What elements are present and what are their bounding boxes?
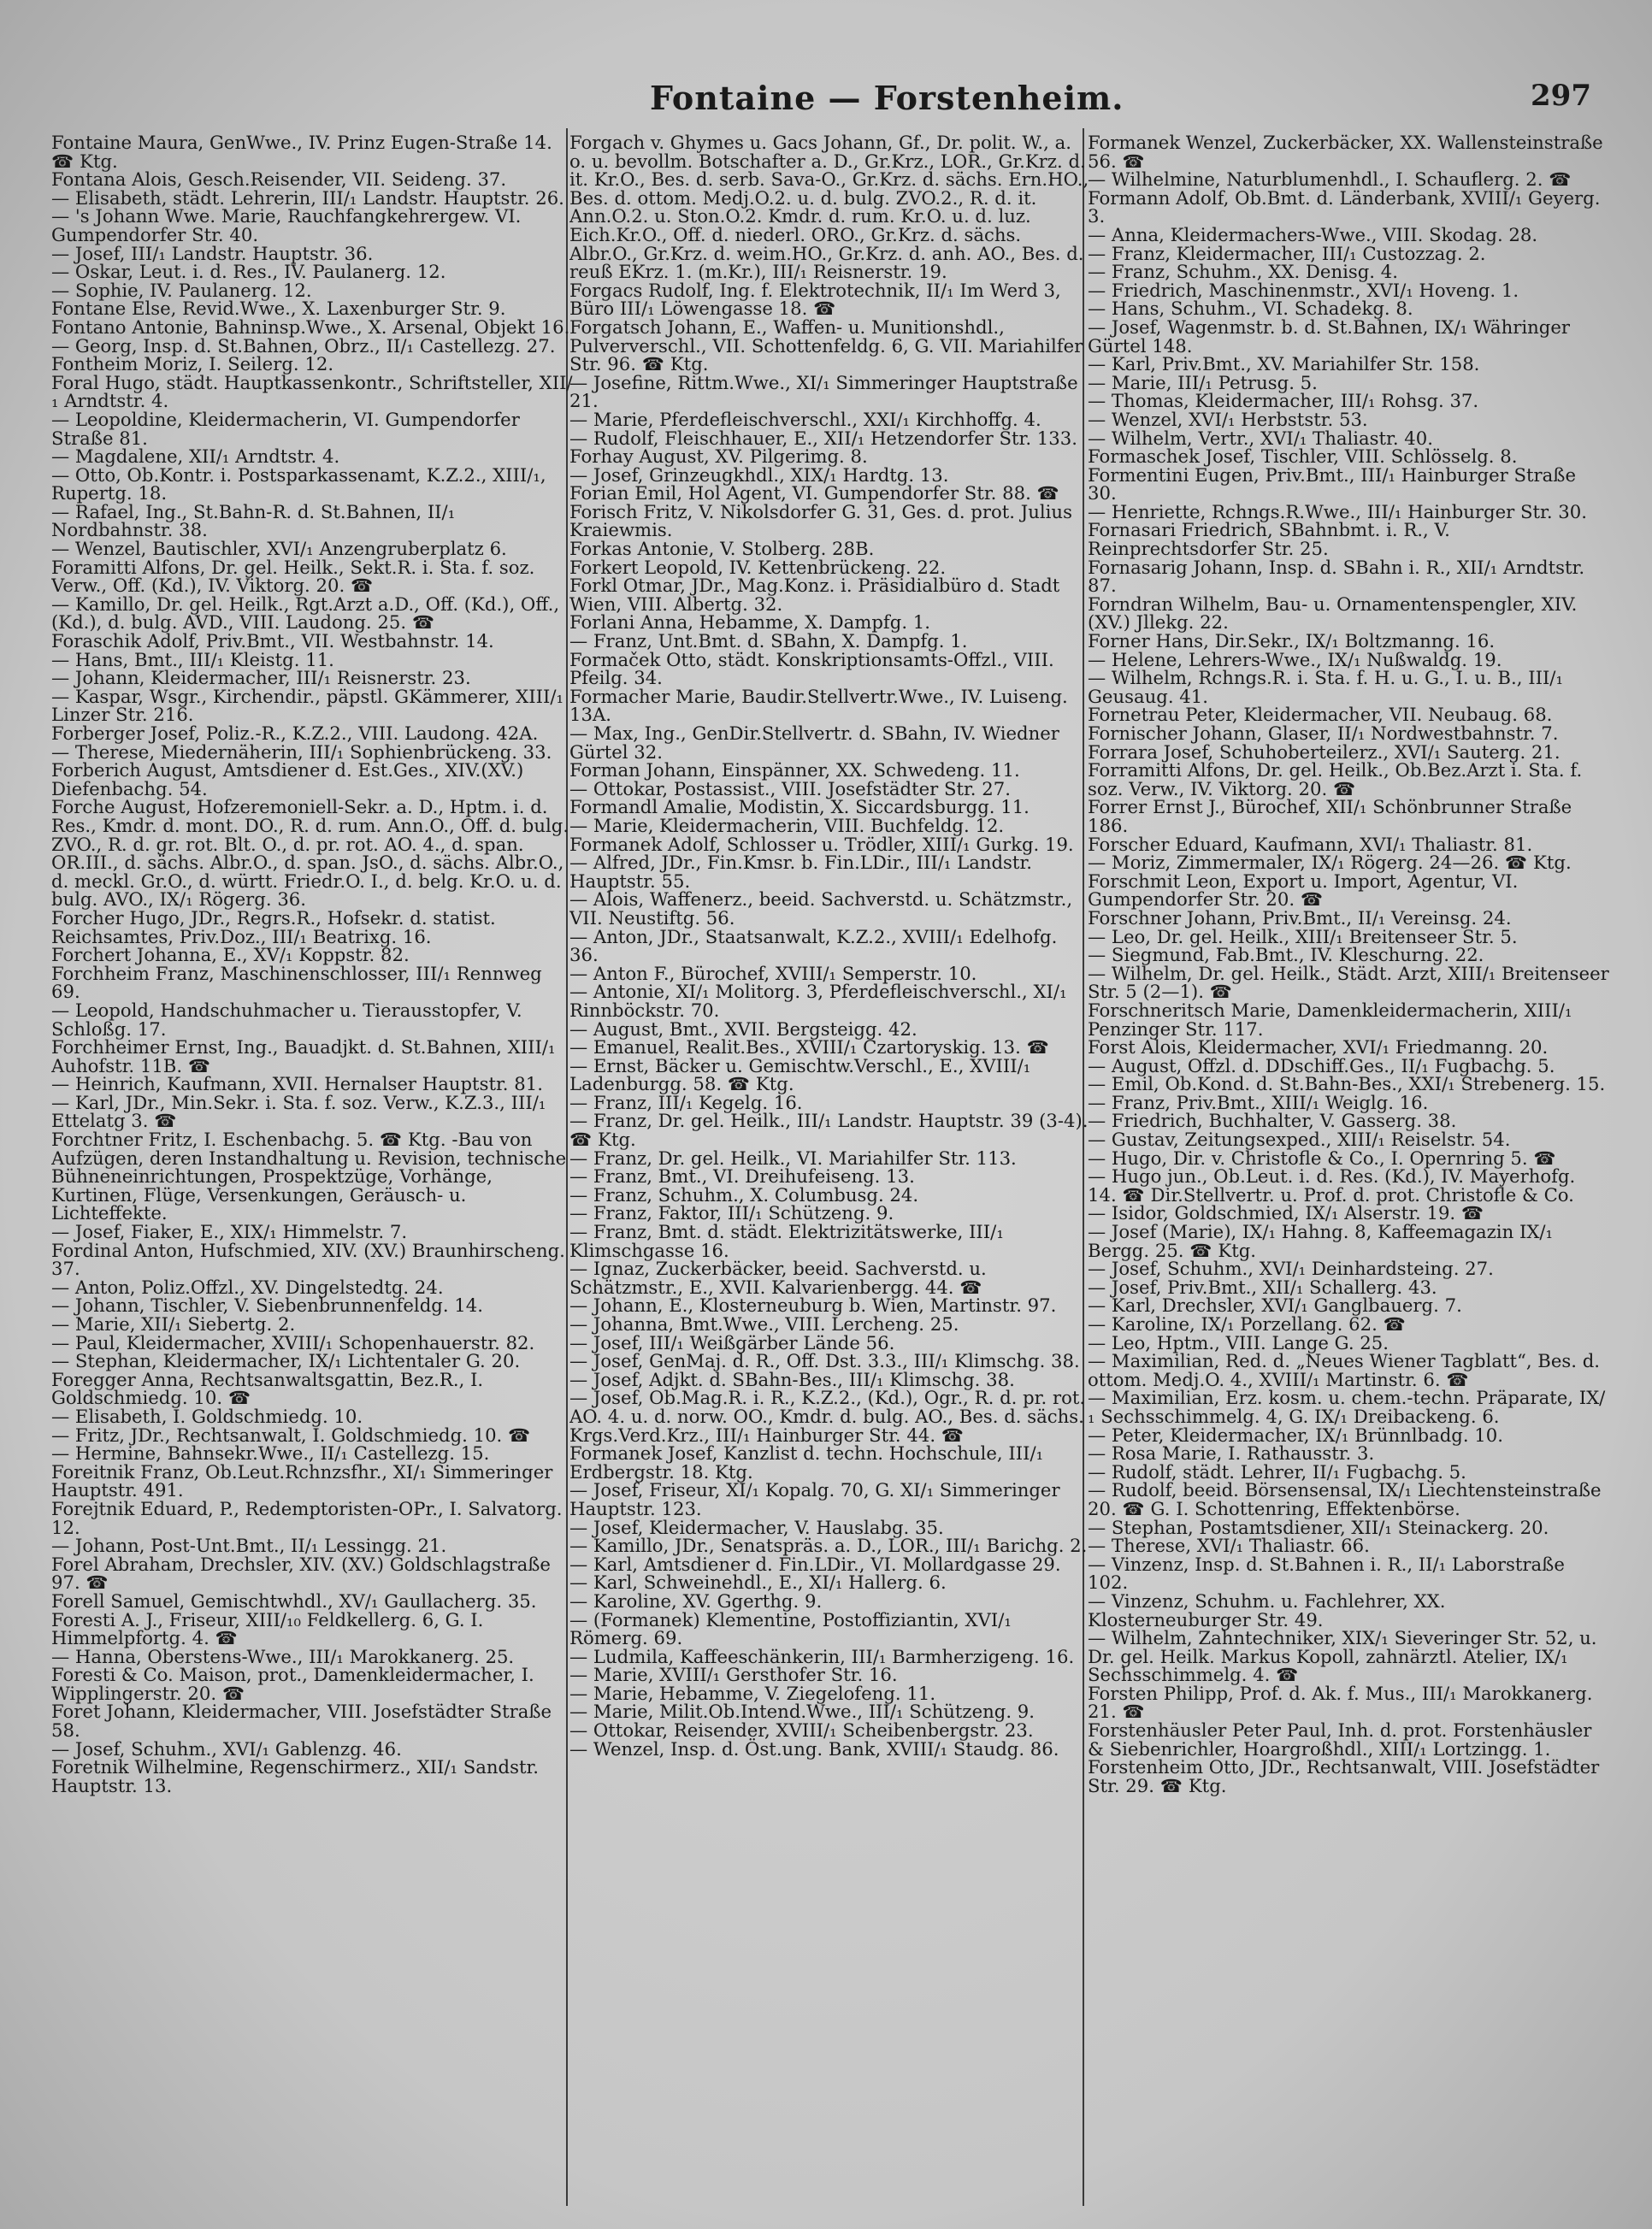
directory-entry: — Anton F., Bürochef, XVIII/₁ Semperstr. 10. xyxy=(569,962,977,984)
directory-entry: — Josefine, Rittm.Wwe., XI/₁ Simmeringer Hauptstraße 21. xyxy=(569,371,1078,412)
directory-entry: — Wenzel, Bautischler, XVI/₁ Anzengruberplatz 6. xyxy=(51,538,507,560)
directory-entry: Fontano Antonie, Bahninsp.Wwe., X. Arsenal, Objekt 16. xyxy=(51,315,570,338)
directory-entry: Forchert Johanna, E., XV/₁ Koppstr. 82. xyxy=(51,944,410,966)
directory-entry: — Alois, Waffenerz., beeid. Sachverstd. u. Schätzmstr., VII. Neustiftg. 56. xyxy=(569,888,1073,929)
directory-entry: Forchheim Franz, Maschinenschlosser, III/₁ Rennweg 69. xyxy=(51,962,542,1003)
directory-entry: — Kaspar, Wsgr., Kirchendir., päpstl. GKämmerer, XIII/₁ Linzer Str. 216. xyxy=(51,685,563,726)
directory-entry: Forejtnik Eduard, P., Redemptoristen-OPr., I. Salvatorg. 12. xyxy=(51,1497,563,1538)
directory-entry: — Anton, Poliz.Offzl., XV. Dingelstedtg. 24. xyxy=(51,1276,444,1298)
directory-entry: Forlani Anna, Hebamme, X. Dampfg. 1. xyxy=(569,611,931,634)
directory-entry: — (Formanek) Klementine, Postoffiziantin, XVI/₁ Römerg. 69. xyxy=(569,1608,1012,1649)
directory-entry: — Karl, Schweinehdl., E., XI/₁ Hallerg. 6. xyxy=(569,1572,947,1594)
directory-entry: — Marie, Kleidermacherin, VIII. Buchfeldg. 12. xyxy=(569,814,1005,836)
directory-entry: — Franz, Bmt., VI. Dreihufeiseng. 13. xyxy=(569,1165,915,1188)
directory-entry: — Johanna, Bmt.Wwe., VIII. Lercheng. 25. xyxy=(569,1313,959,1335)
directory-entry: — Wilhelm, Rchngs.R. i. Sta. f. H. u. G., I. u. B., III/₁ Geusaug. 41. xyxy=(1088,667,1563,707)
directory-entry: Forman Johann, Einspänner, XX. Schwedeng. 11. xyxy=(569,759,1020,781)
directory-entry: Forner Hans, Dir.Sekr., IX/₁ Boltzmanng. 16. xyxy=(1088,630,1496,652)
directory-entry: — Josef, Schuhm., XVI/₁ Deinhardsteing. 27. xyxy=(1088,1258,1494,1280)
directory-entry: Formandl Amalie, Modistin, X. Siccardsburgg. 11. xyxy=(569,796,1030,818)
directory-entry: — Marie, XII/₁ Siebertg. 2. xyxy=(51,1313,296,1335)
directory-entry: — Antonie, XI/₁ Molitorg. 3, Pferdefleischverschl., XI/₁ Rinnböckstr. 70. xyxy=(569,981,1067,1021)
directory-entry: — Leopold, Handschuhmacher u. Tierausstopfer, V. Schloßg. 17. xyxy=(51,999,522,1040)
directory-entry: Forkl Otmar, JDr., Mag.Konz. i. Präsidialbüro d. Stadt Wien, VIII. Albertg. 32. xyxy=(569,575,1060,615)
directory-entry: Forhay August, XV. Pilgerimg. 8. xyxy=(569,445,868,468)
directory-entry: Formaschek Josef, Tischler, VIII. Schlösselg. 8. xyxy=(1088,445,1518,468)
directory-entry: — Leopoldine, Kleidermacherin, VI. Gumpendorfer Straße 81. xyxy=(51,408,520,449)
directory-entry: — Franz, Kleidermacher, III/₁ Custozzag. 2. xyxy=(1088,242,1486,264)
directory-entry: Formaček Otto, städt. Konskriptionsamts-Offzl., VIII. Pfeilg. 34. xyxy=(569,648,1054,689)
directory-entry: — Wenzel, Insp. d. Öst.ung. Bank, XVIII/₁ Staudg. 86. xyxy=(569,1737,1059,1760)
directory-entry: — Moriz, Zimmermaler, IX/₁ Rögerg. 24—26. ☎ Ktg. xyxy=(1088,852,1572,874)
directory-entry: — Rosa Marie, I. Rathausstr. 3. xyxy=(1088,1442,1375,1465)
directory-entry: — Rudolf, Fleischhauer, E., XII/₁ Hetzendorfer Str. 133. xyxy=(569,427,1077,449)
directory-entry: Fornasarig Johann, Insp. d. SBahn i. R., XII/₁ Arndtstr. 87. xyxy=(1088,556,1585,597)
directory-entry: — Franz, III/₁ Kegelg. 16. xyxy=(569,1091,803,1113)
directory-entry: Forel Abraham, Drechsler, XIV. (XV.) Goldschlagstraße 97. ☎ xyxy=(51,1553,551,1594)
directory-entry: — Ottokar, Postassist., VIII. Josefstädter Str. 27. xyxy=(569,777,1011,799)
directory-entry: Formann Adolf, Ob.Bmt. d. Länderbank, XVIII/₁ Geyerg. 3. xyxy=(1088,186,1601,227)
directory-entry: — Johann, Post-Unt.Bmt., II/₁ Lessingg. 21. xyxy=(51,1535,447,1557)
directory-entry: — Kamillo, JDr., Senatspräs. a. D., LOR., III/₁ Barichg. 2. xyxy=(569,1535,1088,1557)
directory-entry: — Josef (Marie), IX/₁ Hahng. 8, Kaffeemagazin IX/₁ Bergg. 25. ☎ Ktg. xyxy=(1088,1221,1554,1261)
directory-entry: Foreitnik Franz, Ob.Leut.Rchnzsfhr., XI/₁ Simmeringer Hauptstr. 491. xyxy=(51,1460,553,1501)
directory-entry: — Franz, Schuhm., XX. Denisg. 4. xyxy=(1088,261,1398,283)
directory-entry: — Leo, Hptm., VIII. Lange G. 25. xyxy=(1088,1331,1389,1353)
directory-entry: — Karl, Priv.Bmt., XV. Mariahilfer Str. 158. xyxy=(1088,353,1480,375)
directory-entry: — Stephan, Kleidermacher, IX/₁ Lichtentaler G. 20. xyxy=(51,1350,521,1372)
directory-entry: Fornasari Friedrich, SBahnbmt. i. R., V. Reinprechtsdorfer Str. 25. xyxy=(1088,519,1450,560)
directory-entry: — August, Bmt., XVII. Bergsteigg. 42. xyxy=(569,1017,917,1040)
directory-entry: Foretnik Wilhelmine, Regenschirmerz., XII/₁ Sandstr. Hauptstr. 13. xyxy=(51,1756,540,1796)
directory-entry: Forrer Ernst J., Bürochef, XII/₁ Schönbrunner Straße 186. xyxy=(1088,796,1572,836)
directory-entry: — Siegmund, Fab.Bmt., IV. Kleschurng. 22. xyxy=(1088,944,1484,966)
directory-entry: — Wilhelm, Zahntechniker, XIX/₁ Sieveringer Str. 52, u. Dr. gel. Heilk. Markus Kopoll, zahnärztl. Atelier, IX/₁ Sechsschimmelg. 4. ☎ xyxy=(1088,1627,1597,1686)
directory-entry: — Karl, Amtsdiener d. Fin.LDir., VI. Mollardgasse 29. xyxy=(569,1553,1061,1575)
directory-entry: — Wenzel, XVI/₁ Herbststr. 53. xyxy=(1088,408,1368,430)
directory-entry: — Oskar, Leut. i. d. Res., IV. Paulanerg. 12. xyxy=(51,261,446,283)
directory-entry: — Rudolf, städt. Lehrer, II/₁ Fugbachg. 5. xyxy=(1088,1460,1466,1483)
page-number: 297 xyxy=(1531,79,1591,113)
directory-entry: — Henriette, Rchngs.R.Wwe., III/₁ Hainburger Str. 30. xyxy=(1088,500,1587,522)
directory-entry: Forgatsch Johann, E., Waffen- u. Munitionshdl., Pulververschl., VII. Schottenfeldg. 6, G. VII. Mariahilfer Str. 96. ☎ Ktg. xyxy=(569,315,1083,375)
directory-entry: — Sophie, IV. Paulanerg. 12. xyxy=(51,279,312,301)
directory-entry: — Franz, Bmt. d. städt. Elektrizitätswerke, III/₁ Klimschgasse 16. xyxy=(569,1221,1004,1261)
directory-entry: Foregger Anna, Rechtsanwaltsgattin, Bez.R., I. Goldschmiedg. 10. ☎ xyxy=(51,1368,484,1409)
directory-entry: — Marie, III/₁ Petrusg. 5. xyxy=(1088,371,1318,393)
directory-entry: — August, Offzl. d. DDschiff.Ges., II/₁ Fugbachg. 5. xyxy=(1088,1054,1555,1076)
directory-entry: Fontheim Moriz, I. Seilerg. 12. xyxy=(51,353,334,375)
directory-entry: — Franz, Priv.Bmt., XIII/₁ Weiglg. 16. xyxy=(1088,1091,1429,1113)
directory-entry: Formacher Marie, Baudir.Stellvertr.Wwe., IV. Luiseng. 13A. xyxy=(569,685,1068,726)
directory-entry: — Marie, Milit.Ob.Intend.Wwe., III/₁ Schützeng. 9. xyxy=(569,1701,1035,1723)
directory-entry: — Stephan, Postamtsdiener, XII/₁ Steinackerg. 20. xyxy=(1088,1516,1549,1538)
directory-entry: — Wilhelm, Dr. gel. Heilk., Städt. Arzt, XIII/₁ Breitenseer Str. 5 (2—1). ☎ xyxy=(1088,962,1609,1003)
directory-entry: — Elisabeth, I. Goldschmiedg. 10. xyxy=(51,1405,363,1427)
directory-entry: — Rudolf, beeid. Börsensensal, IX/₁ Liechtensteinstraße 20. ☎ G. I. Schottenring, Effektenbörse. xyxy=(1088,1479,1602,1519)
directory-entry: — Karl, JDr., Min.Sekr. i. Sta. f. soz. Verw., K.Z.3., III/₁ Ettelatg 3. ☎ xyxy=(51,1091,546,1132)
directory-entry: Forberich August, Amtsdiener d. Est.Ges., XIV.(XV.) Diefenbachg. 54. xyxy=(51,759,524,799)
directory-entry: Forstenhäusler Peter Paul, Inh. d. prot. Forstenhäusler & Siebenrichler, Hoargroßhdl., XIII/₁ Lortzingg. 1. xyxy=(1088,1719,1592,1760)
directory-entry: — 's Johann Wwe. Marie, Rauchfangkehrergew. VI. Gumpendorfer Str. 40. xyxy=(51,205,522,245)
directory-entry: Forberger Josef, Poliz.-R., K.Z.2., VIII. Laudong. 42A. xyxy=(51,722,539,744)
directory-entry: Forramitti Alfons, Dr. gel. Heilk., Ob.Bez.Arzt i. Sta. f. soz. Verw., IV. Viktorg. 20. ☎ xyxy=(1088,759,1583,799)
directory-entry: Forchheimer Ernst, Ing., Bauadjkt. d. St.Bahnen, XIII/₁ Auhofstr. 11B. ☎ xyxy=(51,1036,556,1076)
directory-entry: — Therese, XVI/₁ Thaliastr. 66. xyxy=(1088,1535,1370,1557)
column-right xyxy=(1088,133,1609,2202)
directory-entry: Forschmit Leon, Export u. Import, Agentur, VI. Gumpendorfer Str. 20. ☎ xyxy=(1088,870,1519,911)
directory-entry: Forisch Fritz, V. Nikolsdorfer G. 31, Ges. d. prot. Julius Kraiewmis. xyxy=(569,500,1072,541)
directory-entry: — Max, Ing., GenDir.Stellvertr. d. SBahn, IV. Wiedner Gürtel 32. xyxy=(569,722,1059,763)
directory-entry: — Johann, Kleidermacher, III/₁ Reisnerstr. 23. xyxy=(51,667,471,689)
directory-entry: — Hugo, Dir. v. Christofle & Co., I. Opernring 5. ☎ xyxy=(1088,1147,1556,1169)
directory-entry: Formanek Josef, Kanzlist d. techn. Hochschule, III/₁ Erdbergstr. 18. Ktg. xyxy=(569,1442,1044,1483)
directory-entry: — Friedrich, Buchhalter, V. Gasserg. 38. xyxy=(1088,1110,1457,1132)
directory-entry: — Marie, Pferdefleischverschl., XXI/₁ Kirchhoffg. 4. xyxy=(569,408,1041,430)
directory-entry: Forcher Hugo, JDr., Regrs.R., Hofsekr. d. statist. Reichsamtes, Priv.Doz., III/₁ Beatrixg. 16. xyxy=(51,906,496,947)
directory-entry: Foresti & Co. Maison, prot., Damenkleidermacher, I. Wipplingerstr. 20. ☎ xyxy=(51,1664,534,1704)
directory-entry: — Vinzenz, Schuhm. u. Fachlehrer, XX. Klosterneuburger Str. 49. xyxy=(1088,1589,1446,1630)
directory-entry: Foret Johann, Kleidermacher, VIII. Josefstädter Straße 58. xyxy=(51,1701,552,1742)
directory-entry: Forian Emil, Hol Agent, VI. Gumpendorfer Str. 88. ☎ xyxy=(569,482,1059,504)
directory-entry: Forgacs Rudolf, Ing. f. Elektrotechnik, II/₁ Im Werd 3, Büro III/₁ Löwengasse 18. ☎ xyxy=(569,279,1061,320)
directory-entry: — Friedrich, Maschinenmstr., XVI/₁ Hoveng. 1. xyxy=(1088,279,1519,301)
directory-entry: — Maximilian, Erz. kosm. u. chem.-techn. Präparate, IX/₁ Sechsschimmelg. 4, G. IX/₁ Dreibackeng. 6. xyxy=(1088,1387,1606,1427)
directory-entry: — Franz, Faktor, III/₁ Schützeng. 9. xyxy=(569,1202,894,1224)
directory-entry: Fornetrau Peter, Kleidermacher, VII. Neubaug. 68. xyxy=(1088,704,1553,726)
directory-entry: — Therese, Miedernäherin, III/₁ Sophienbrückeng. 33. xyxy=(51,740,552,763)
directory-entry: — Josef, Friseur, XI/₁ Kopalg. 70, G. XI/₁ Simmeringer Hauptstr. 123. xyxy=(569,1479,1060,1519)
directory-entry: — Magdalene, XII/₁ Arndtstr. 4. xyxy=(51,445,340,468)
directory-entry: — Leo, Dr. gel. Heilk., XIII/₁ Breitenseer Str. 5. xyxy=(1088,925,1518,947)
directory-entry: — Ottokar, Reisender, XVIII/₁ Scheibenbergstr. 23. xyxy=(569,1719,1034,1742)
directory-entry: — Maximilian, Red. d. „Neues Wiener Tagblatt“, Bes. d. ottom. Medj.O. 4., XVIII/₁ Martinstr. 6. ☎ xyxy=(1088,1350,1601,1390)
directory-entry: — Josef, Priv.Bmt., XII/₁ Schallerg. 43. xyxy=(1088,1276,1437,1298)
directory-entry: — Anton, JDr., Staatsanwalt, K.Z.2., XVIII/₁ Edelhofg. 36. xyxy=(569,925,1058,966)
directory-entry: Forkert Leopold, IV. Kettenbrückeng. 22. xyxy=(569,556,947,578)
directory-entry: — Marie, Hebamme, V. Ziegelofeng. 11. xyxy=(569,1682,936,1704)
directory-entry: — Gustav, Zeitungsexped., XIII/₁ Reiselstr. 54. xyxy=(1088,1129,1511,1151)
directory-entry: — Emanuel, Realit.Bes., XVIII/₁ Czartoryskig. 13. ☎ xyxy=(569,1036,1050,1058)
directory-entry: Forchtner Fritz, I. Eschenbachg. 5. ☎ Ktg. -Bau von Aufzügen, deren Instandhaltung u. Revision, technische Bühneneinrichtungen, Prospektzüge, Vorhänge, Kurtinen, Flüge, Versenkungen, Geräusch- u. Lichteffekte. xyxy=(51,1129,567,1224)
directory-entry: — Ernst, Bäcker u. Gemischtw.Verschl., E., XVIII/₁ Ladenburgg. 58. ☎ Ktg. xyxy=(569,1054,1031,1095)
directory-entry: — Karoline, IX/₁ Porzellang. 62. ☎ xyxy=(1088,1313,1406,1335)
directory-entry: — Josef, Schuhm., XVI/₁ Gablenzg. 46. xyxy=(51,1737,402,1760)
directory-entry: — Heinrich, Kaufmann, XVII. Hernalser Hauptstr. 81. xyxy=(51,1073,543,1095)
directory-entry: Foral Hugo, städt. Hauptkassenkontr., Schriftsteller, XII/₁ Arndtstr. 4. xyxy=(51,371,573,412)
directory-entry: Forstenheim Otto, JDr., Rechtsanwalt, VIII. Josefstädter Str. 29. ☎ Ktg. xyxy=(1088,1756,1600,1796)
directory-entry: Forschner Johann, Priv.Bmt., II/₁ Vereinsg. 24. xyxy=(1088,906,1512,929)
directory-entry: — Hugo jun., Ob.Leut. i. d. Res. (Kd.), IV. Mayerhofg. 14. ☎ Dir.Stellvertr. u. Prof. d. prot. Christofle & Co. xyxy=(1088,1165,1576,1206)
directory-entry: Forche August, Hofzeremoniell-Sekr. a. D., Hptm. i. d. Res., Kmdr. d. mont. DO., R. d. rum. Ann.O., Off. d. bulg. ZVO., R. d. gr. rot. Blt. O., d. pr. rot. AO. 4., d. span. OR.III., d. sächs. Albr.O., d. span. JsO., d. sächs. Albr.O., d. meckl. Gr.O., d. württ. Friedr.O. I., d. belg. Kr.O. u. d. bulg. AVO., IX/₁ Rögerg. 36. xyxy=(51,796,569,911)
directory-entry: — Marie, XVIII/₁ Gersthofer Str. 16. xyxy=(569,1664,898,1686)
directory-entry: — Rafael, Ing., St.Bahn-R. d. St.Bahnen, II/₁ Nordbahnstr. 38. xyxy=(51,500,456,541)
directory-entry: — Karl, Drechsler, XVI/₁ Ganglbauerg. 7. xyxy=(1088,1294,1462,1317)
directory-entry: — Josef, III/₁ Landstr. Hauptstr. 36. xyxy=(51,242,374,264)
directory-entry: — Johann, E., Klosterneuburg b. Wien, Martinstr. 97. xyxy=(569,1294,1057,1317)
directory-entry: Formentini Eugen, Priv.Bmt., III/₁ Hainburger Straße 30. xyxy=(1088,463,1576,504)
directory-entry: Forgach v. Ghymes u. Gacs Johann, Gf., Dr. polit. W., a. o. u. bevollm. Botschafter a. D., Gr.Krz., LOR., Gr.Krz. d. it. Kr.O., Bes. d. serb. Sava-O., Gr.Krz. d. sächs. Ern.HO., Bes. d. ottom. Medj.O.2. u. d. bulg. ZVO.2., R. d. it. Ann.O.2. u. Ston.O.2. Kmdr. d. rum. Kr.O. u. d. luz. Eich.Kr.O., Off. d. niederl. ORO., Gr.Krz. d. sächs. Albr.O., Gr.Krz. d. weim.HO., Gr.Krz. d. anh. AO., Bes. d. reuß EKrz. 1. (m.Kr.), III/₁ Reisnerstr. 19. xyxy=(569,133,1089,283)
directory-entry: — Hanna, Oberstens-Wwe., III/₁ Marokkanerg. 25. xyxy=(51,1645,515,1667)
directory-entry: — Alfred, JDr., Fin.Kmsr. b. Fin.LDir., III/₁ Landstr. Hauptstr. 55. xyxy=(569,852,1032,892)
directory-entry: — Ludmila, Kaffeeschänkerin, III/₁ Barmherzigeng. 16. xyxy=(569,1645,1075,1667)
directory-entry: — Johann, Tischler, V. Siebenbrunnenfeldg. 14. xyxy=(51,1294,483,1317)
directory-entry: Formanek Wenzel, Zuckerbäcker, XX. Wallensteinstraße 56. ☎ xyxy=(1088,133,1603,172)
directory-entry: Forsten Philipp, Prof. d. Ak. f. Mus., III/₁ Marokkanerg. 21. ☎ xyxy=(1088,1682,1593,1723)
directory-entry: — Helene, Lehrers-Wwe., IX/₁ Nußwaldg. 19. xyxy=(1088,648,1502,670)
directory-entry: Foramitti Alfons, Dr. gel. Heilk., Sekt.R. i. Sta. f. soz. Verw., Off. (Kd.), IV. Viktorg. 20. ☎ xyxy=(51,556,535,597)
directory-entry: Forscher Eduard, Kaufmann, XVI/₁ Thaliastr. 81. xyxy=(1088,833,1533,855)
directory-entry: Fornischer Johann, Glaser, II/₁ Nordwestbahnstr. 7. xyxy=(1088,722,1559,744)
directory-entry: Fontana Alois, Gesch.Reisender, VII. Seideng. 37. xyxy=(51,168,507,191)
directory-entry: Forell Samuel, Gemischtwhdl., XV/₁ Gaullacherg. 35. xyxy=(51,1589,537,1612)
directory-entry: Formanek Adolf, Schlosser u. Trödler, XIII/₁ Gurkg. 19. xyxy=(569,833,1074,855)
directory-entry: — Anna, Kleidermachers-Wwe., VIII. Skodag. 28. xyxy=(1088,223,1538,245)
directory-entry: Forrara Josef, Schuhoberteilerz., XVI/₁ Sauterg. 21. xyxy=(1088,740,1561,763)
directory-entry: Forkas Antonie, V. Stolberg. 28B. xyxy=(569,538,875,560)
directory-entry: — Josef, III/₁ Weißgärber Lände 56. xyxy=(569,1331,895,1353)
page-header xyxy=(0,79,1652,130)
directory-entry: — Wilhelm, Vertr., XVI/₁ Thaliastr. 40. xyxy=(1088,427,1434,449)
directory-entry: — Kamillo, Dr. gel. Heilk., Rgt.Arzt a.D., Off. (Kd.), Off., (Kd.), d. bulg. AVD., VIII. Laudong. 25. ☎ xyxy=(51,593,560,634)
directory-entry: — Josef, Ob.Mag.R. i. R., K.Z.2., (Kd.), Ogr., R. d. pr. rot. AO. 4. u. d. norw. OO., Kmdr. d. bulg. AO., Bes. d. sächs. Krgs.Verd.Krz., III/₁ Hainburger Str. 44. ☎ xyxy=(569,1387,1086,1446)
directory-entry: — Georg, Insp. d. St.Bahnen, Obrz., II/₁ Castellezg. 27. xyxy=(51,334,556,357)
directory-entry: — Josef, Fiaker, E., XIX/₁ Himmelstr. 7. xyxy=(51,1221,408,1243)
directory-entry: — Thomas, Kleidermacher, III/₁ Rohsg. 37. xyxy=(1088,390,1479,412)
directory-entry: — Isidor, Goldschmied, IX/₁ Alserstr. 19. ☎ xyxy=(1088,1202,1484,1224)
directory-entry: Fordinal Anton, Hufschmied, XIV. (XV.) Braunhirscheng. 37. xyxy=(51,1239,565,1280)
directory-entry: — Wilhelmine, Naturblumenhdl., I. Schauflerg. 2. ☎ xyxy=(1088,168,1572,191)
directory-entry: — Peter, Kleidermacher, IX/₁ Brünnlbadg. 10. xyxy=(1088,1424,1503,1446)
directory-entry: Forst Alois, Kleidermacher, XVI/₁ Friedmanng. 20. xyxy=(1088,1036,1549,1058)
directory-entry: — Emil, Ob.Kond. d. St.Bahn-Bes., XXI/₁ Strebenerg. 15. xyxy=(1088,1073,1606,1095)
directory-entry: — Josef, Kleidermacher, V. Hauslabg. 35. xyxy=(569,1516,944,1538)
directory-entry: Fontaine Maura, GenWwe., IV. Prinz Eugen-Straße 14. ☎ Ktg. xyxy=(51,133,552,172)
directory-entry: — Vinzenz, Insp. d. St.Bahnen i. R., II/₁ Laborstraße 102. xyxy=(1088,1553,1565,1594)
directory-entry: — Franz, Dr. gel. Heilk., III/₁ Landstr. Hauptstr. 39 (3-4). ☎ Ktg. xyxy=(569,1110,1089,1151)
directory-entry: — Franz, Dr. gel. Heilk., VI. Mariahilfer Str. 113. xyxy=(569,1147,1017,1169)
directory-entry: — Otto, Ob.Kontr. i. Postsparkassenamt, K.Z.2., XIII/₁, Rupertg. 18. xyxy=(51,463,546,504)
directory-entry: — Josef, Wagenmstr. b. d. St.Bahnen, IX/₁ Währinger Gürtel 148. xyxy=(1088,315,1570,357)
directory-entry: — Josef, Grinzeugkhdl., XIX/₁ Hardtg. 13. xyxy=(569,463,949,486)
directory-entry: — Paul, Kleidermacher, XVIII/₁ Schopenhauerstr. 82. xyxy=(51,1331,535,1353)
directory-entry: Fontane Else, Revid.Wwe., X. Laxenburger Str. 9. xyxy=(51,298,506,320)
directory-entry: — Fritz, JDr., Rechtsanwalt, I. Goldschmiedg. 10. ☎ xyxy=(51,1424,531,1446)
column-middle xyxy=(569,133,1091,2202)
directory-entry: Forndran Wilhelm, Bau- u. Ornamentenspengler, XIV. (XV.) Jllekg. 22. xyxy=(1088,593,1578,634)
directory-entry: — Josef, Adjkt. d. SBahn-Bes., III/₁ Klimschg. 38. xyxy=(569,1368,1015,1390)
page-title: Fontaine — Forstenheim. xyxy=(650,79,1124,117)
directory-entry: Foresti A. J., Friseur, XIII/₁₀ Feldkellerg. 6, G. I. Himmelpfortg. 4. ☎ xyxy=(51,1608,484,1649)
directory-entry: — Elisabeth, städt. Lehrerin, III/₁ Landstr. Hauptstr. 26. xyxy=(51,186,564,209)
directory-entry: — Hermine, Bahnsekr.Wwe., II/₁ Castellezg. 15. xyxy=(51,1442,490,1465)
directory-entry: — Hans, Bmt., III/₁ Kleistg. 11. xyxy=(51,648,334,670)
column-left xyxy=(51,133,573,2202)
directory-entry: — Ignaz, Zuckerbäcker, beeid. Sachverstd. u. Schätzmstr., E., XVII. Kalvarienbergg. 44. ☎ xyxy=(569,1258,987,1298)
directory-entry: — Franz, Schuhm., X. Columbusg. 24. xyxy=(569,1183,919,1206)
directory-entry: — Franz, Unt.Bmt. d. SBahn, X. Dampfg. 1. xyxy=(569,630,968,652)
directory-entry: — Hans, Schuhm., VI. Schadekg. 8. xyxy=(1088,298,1413,320)
directory-entry: Forschneritsch Marie, Damenkleidermacherin, XIII/₁ Penzinger Str. 117. xyxy=(1088,999,1572,1040)
directory-entry: — Karoline, XV. Ggerthg. 9. xyxy=(569,1589,823,1612)
directory-entry: Foraschik Adolf, Priv.Bmt., VII. Westbahnstr. 14. xyxy=(51,630,494,652)
directory-entry: — Josef, GenMaj. d. R., Off. Dst. 3.3., III/₁ Klimschg. 38. xyxy=(569,1350,1080,1372)
